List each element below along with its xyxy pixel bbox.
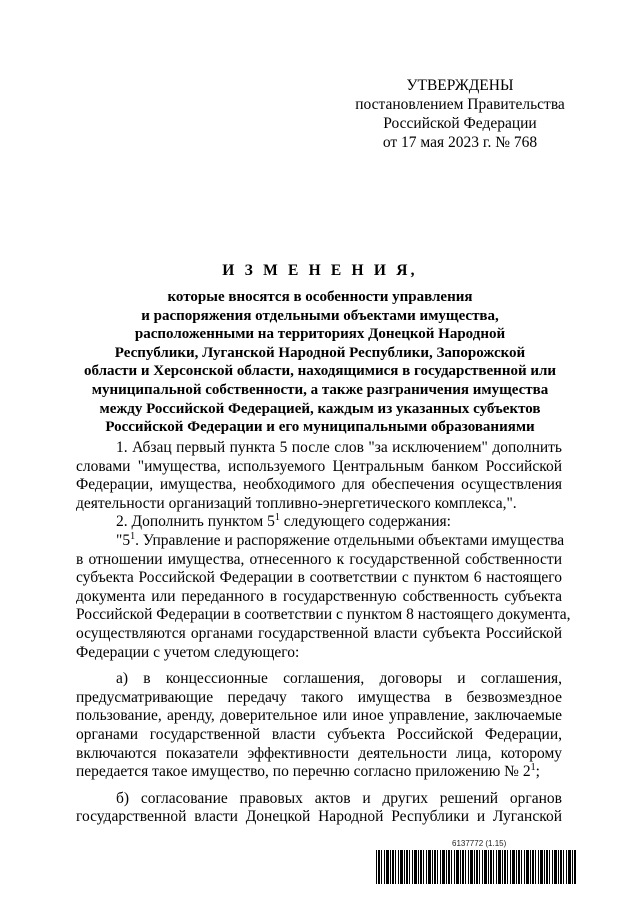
paragraph-3-first-line	[76, 530, 565, 551]
item-a-last-line	[76, 763, 562, 782]
subtitle-line: которые вносятся в особенности управления	[167, 289, 473, 305]
quote-number: "5	[116, 531, 131, 549]
document-number: 6137772 (1.15)	[452, 839, 507, 848]
item-a-line: предусматривающие передачу такого имущества в безвозмездное	[76, 688, 562, 706]
subtitle-line: Республики, Луганской Народной Республики, Запорожской	[114, 344, 526, 361]
item-a-line: пользование, аренду, доверительное или иное управление, заключаемые	[76, 707, 562, 725]
superscript: 1	[530, 762, 536, 774]
approval-title: УТВЕРЖДЕНЫ	[406, 77, 514, 94]
item-a-last-end: ;	[535, 763, 540, 781]
barcode	[376, 850, 576, 884]
document-title: И З М Е Н Е Н И Я,	[222, 262, 418, 279]
subtitle-line: расположенными на территориях Донецкой Народной	[134, 326, 506, 343]
subtitle-line: и распоряжения отдельными объектами имущества,	[141, 307, 499, 324]
item-a-first-line: а) в концессионные соглашения, договоры и соглашения,	[116, 670, 562, 688]
item-b-line: государственной власти Донецкой Народной Республики и Луганской	[76, 808, 562, 826]
superscript: 1	[274, 512, 280, 524]
approval-block	[340, 76, 580, 152]
approval-date-number: от 17 мая 2023 г. № 768	[382, 134, 538, 151]
subtitle-line: области и Херсонской области, находящимися в государственной или	[83, 363, 557, 380]
paragraph-3-line: субъекта Российской Федерации в соответствии с пунктом 6 настоящего	[76, 569, 562, 587]
document-body	[76, 439, 571, 827]
paragraph-1-line: 1. Абзац первый пункта 5 после слов "за исключением" дополнить	[116, 439, 562, 456]
paragraph-1-line: словами "имущества, используемого Центральным банком Российской	[76, 457, 562, 475]
paragraph-3-line: осуществляются органами государственной власти субъекта Российской	[76, 624, 562, 642]
paragraph-3-line: Российской Федерации в соответствии с пунктом 8 настоящего документа,	[76, 606, 571, 624]
approval-government: Российской Федерации	[383, 115, 537, 132]
paragraph-1-line: Федерации, имущества, необходимого для обеспечения осуществления	[76, 476, 562, 494]
paragraph-3-line: документа или переданного в государственную собственность субъекта	[76, 587, 562, 605]
item-a-last-text: передается такое имущество, по перечню согласно приложению № 2	[76, 763, 531, 781]
subtitle-line: Российской Федерации и его муниципальными образованиями	[105, 419, 535, 436]
paragraph-3-line: в отношении имущества, отнесенного к государственной собственности	[76, 550, 562, 568]
subtitle-line: между Российской Федерацией, каждым из указанных субъектов	[99, 400, 541, 417]
superscript: 1	[130, 530, 136, 542]
subtitle-line: муниципальной собственности, а также разграничения имущества	[91, 381, 549, 398]
paragraph-2-end: следующего содержания:	[279, 513, 451, 531]
paragraph-3-line: Федерации с учетом следующего:	[76, 643, 300, 661]
paragraph-2-start: 2. Дополнить пунктом 5	[116, 513, 275, 531]
paragraph-3-first-rest: . Управление и распоряжение отдельными объектами имущества	[135, 531, 565, 549]
paragraph-1-line: деятельности организаций топливно-энергетического комплекса,".	[76, 494, 517, 512]
item-a-line: включаются показатели эффективности деятельности лица, которому	[76, 744, 562, 762]
paragraph-2	[76, 513, 562, 532]
item-b-first-line: б) согласование правовых актов и других решений органов	[116, 789, 562, 807]
document-heading	[40, 262, 600, 437]
approval-decree: постановлением Правительства	[355, 96, 565, 113]
item-a-line: органами государственной власти субъекта Российской Федерации,	[76, 725, 562, 743]
